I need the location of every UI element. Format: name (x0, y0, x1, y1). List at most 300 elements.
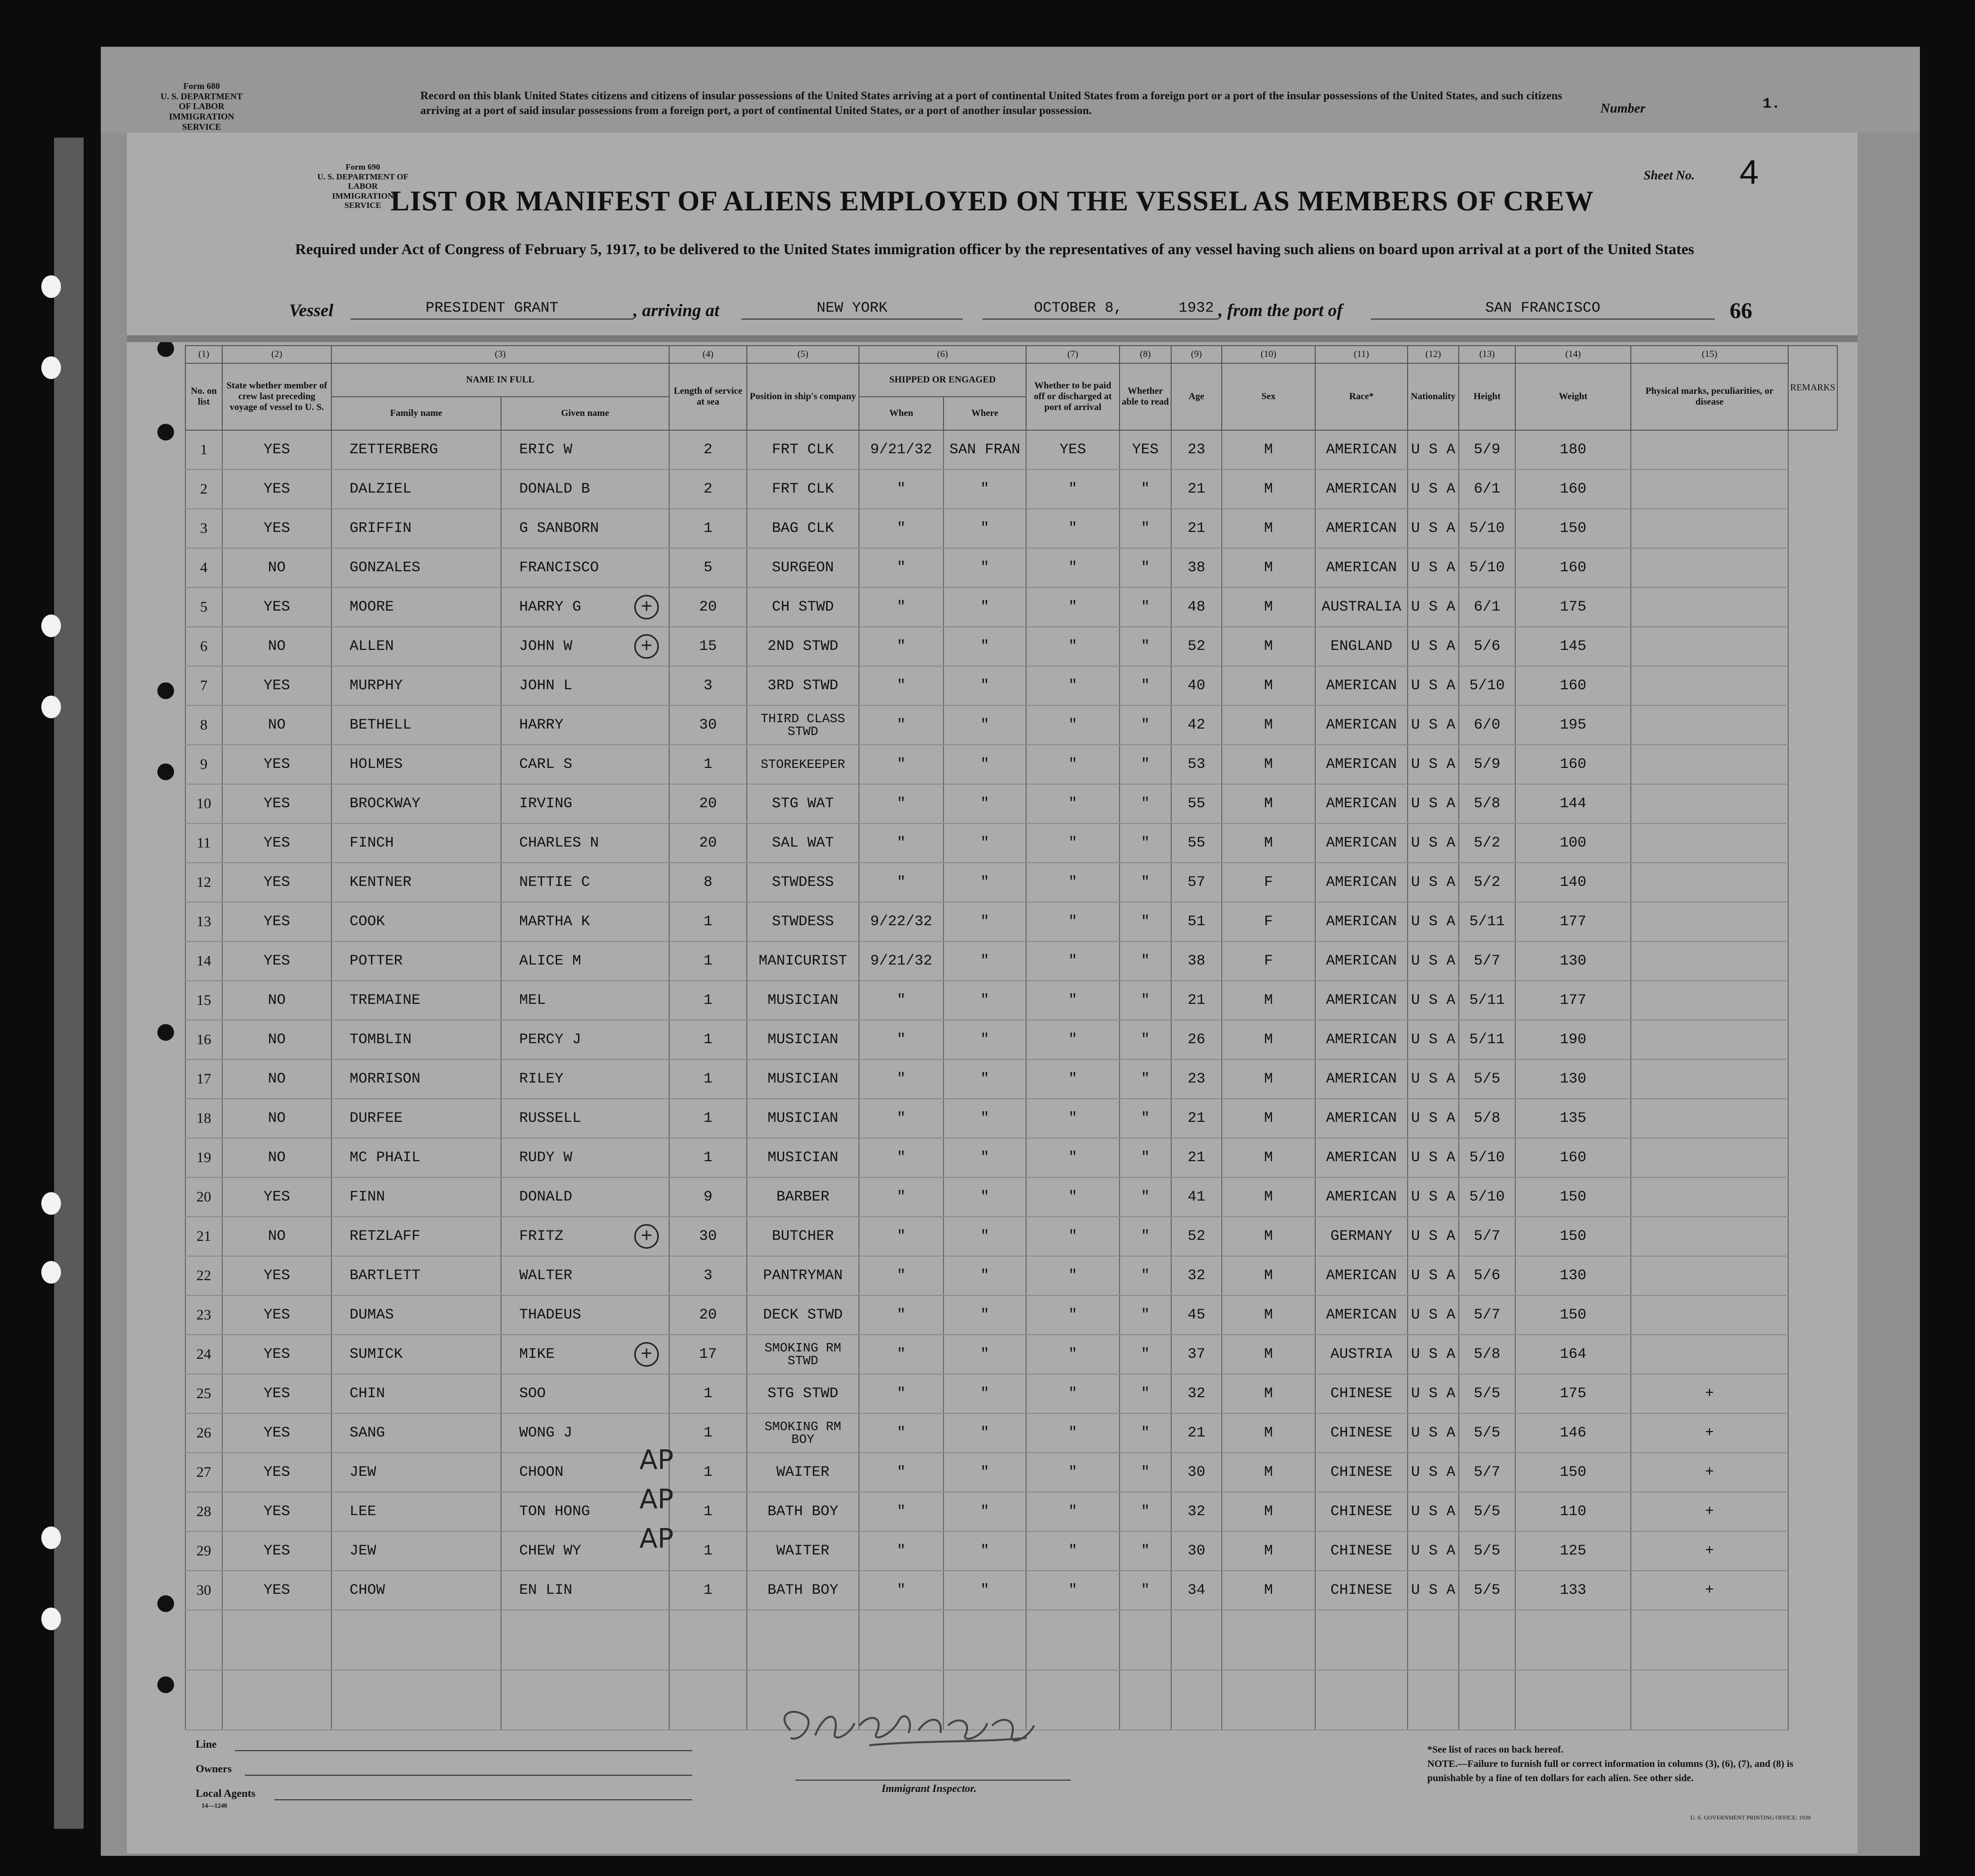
age-cell: 55 (1171, 823, 1222, 863)
position-cell: WAITER (747, 1531, 859, 1571)
family-name-cell: DALZIEL (331, 469, 501, 509)
paid-off-cell: " (1026, 823, 1120, 863)
given-name-cell: MEL (501, 981, 669, 1020)
length-of-service-cell: 1 (669, 509, 747, 548)
race-cell: AMERICAN (1315, 823, 1408, 863)
length-of-service-cell: 1 (669, 902, 747, 941)
table-row (185, 509, 1837, 548)
able-to-read-cell: " (1120, 863, 1171, 902)
shipped-where-cell: " (943, 902, 1026, 941)
row-number-cell: 3 (185, 509, 222, 548)
paid-off-cell: " (1026, 745, 1120, 784)
position-cell: SAL WAT (747, 823, 859, 863)
age-cell: 38 (1171, 548, 1222, 587)
physical-marks-cell (1631, 666, 1788, 705)
race-cell: AMERICAN (1315, 1256, 1408, 1295)
punch-mark (157, 340, 174, 357)
given-name-cell: FRITZ + (501, 1217, 669, 1256)
age-cell: 21 (1171, 1099, 1222, 1138)
sex-cell: M (1222, 1138, 1315, 1177)
physical-marks-cell: + (1631, 1492, 1788, 1531)
height-cell: 6/1 (1459, 587, 1515, 627)
physical-marks-cell (1631, 1020, 1788, 1059)
weight-cell: 135 (1515, 1099, 1631, 1138)
age-cell: 32 (1171, 1256, 1222, 1295)
weight-cell: 144 (1515, 784, 1631, 823)
table-row (185, 627, 1837, 666)
position-cell: MUSICIAN (747, 1059, 859, 1099)
nationality-cell: U S A (1408, 1020, 1459, 1059)
position-cell: SMOKING RM BOY (747, 1413, 859, 1453)
sheet-edge-shadow (54, 138, 84, 1829)
prev-voyage-cell: YES (222, 1492, 331, 1531)
family-name-cell: MC PHAIL (331, 1138, 501, 1177)
agents-form-number: 14—1240 (202, 1802, 227, 1809)
owners-field[interactable] (245, 1775, 692, 1776)
position-cell: FRT CLK (747, 469, 859, 509)
line-label: Line (196, 1738, 217, 1750)
weight-cell: 175 (1515, 1374, 1631, 1413)
sex-cell: M (1222, 509, 1315, 548)
sex-cell: M (1222, 1335, 1315, 1374)
nationality-cell: U S A (1408, 1099, 1459, 1138)
race-cell: CHINESE (1315, 1453, 1408, 1492)
family-name-cell: MORRISON (331, 1059, 501, 1099)
nationality-cell: U S A (1408, 1453, 1459, 1492)
sex-cell: M (1222, 469, 1315, 509)
weight-cell: 150 (1515, 1295, 1631, 1335)
row-number-cell: 7 (185, 666, 222, 705)
shipped-where-cell: " (943, 941, 1026, 981)
shipped-when-cell: " (859, 705, 943, 745)
able-to-read-cell: " (1120, 1335, 1171, 1374)
sex-cell: M (1222, 745, 1315, 784)
able-to-read-cell: " (1120, 823, 1171, 863)
weight-cell: 130 (1515, 1059, 1631, 1099)
table-row (185, 981, 1837, 1020)
shipped-when-cell: " (859, 1020, 943, 1059)
family-name-cell: GRIFFIN (331, 509, 501, 548)
arrival-port: NEW YORK (741, 300, 963, 320)
remarks-header: REMARKS (1788, 346, 1837, 430)
age-cell: 34 (1171, 1571, 1222, 1610)
nationality-cell: U S A (1408, 1138, 1459, 1177)
length-of-service-cell: 17 (669, 1335, 747, 1374)
given-name-cell: CARL S (501, 745, 669, 784)
able-to-read-cell: " (1120, 1295, 1171, 1335)
family-name-cell: ALLEN (331, 627, 501, 666)
sex-cell: M (1222, 1256, 1315, 1295)
able-to-read-cell: " (1120, 745, 1171, 784)
shipped-when-cell: " (859, 745, 943, 784)
height-cell: 5/7 (1459, 1217, 1515, 1256)
race-cell: AMERICAN (1315, 666, 1408, 705)
family-name-cell: TOMBLIN (331, 1020, 501, 1059)
shipped-where-cell: " (943, 1413, 1026, 1453)
column-number-row: (1) (2) (3) (4) (5) (6) (7) (8) (9) (10) (11) (12) (13) (14) (15) REMARKS (185, 346, 1837, 363)
position-cell: BATH BOY (747, 1571, 859, 1610)
shipped-where-cell: " (943, 1295, 1026, 1335)
paid-off-cell: " (1026, 1217, 1120, 1256)
given-name-cell: NETTIE C (501, 863, 669, 902)
arrival-date: OCTOBER 8, (982, 300, 1174, 320)
given-name-cell: SOO (501, 1374, 669, 1413)
binder-hole (41, 1608, 61, 1630)
when-header: When (859, 397, 943, 430)
position-cell: CH STWD (747, 587, 859, 627)
able-to-read-cell: " (1120, 509, 1171, 548)
name-header: NAME IN FULL (331, 363, 669, 397)
age-cell: 52 (1171, 1217, 1222, 1256)
table-row (185, 1335, 1837, 1374)
agents-field[interactable] (274, 1799, 692, 1800)
physical-marks-cell (1631, 627, 1788, 666)
prev-voyage-cell: YES (222, 1531, 331, 1571)
row-number-cell: 16 (185, 1020, 222, 1059)
punch-mark (157, 1676, 174, 1693)
sheet-no-value: 4 (1739, 153, 1759, 191)
length-of-service-cell: 1 (669, 1059, 747, 1099)
family-name-cell: LEE (331, 1492, 501, 1531)
row-number-cell: 28 (185, 1492, 222, 1531)
family-name-cell: MURPHY (331, 666, 501, 705)
given-name-cell: CHOON AP (501, 1453, 669, 1492)
paid-off-cell: " (1026, 469, 1120, 509)
physical-marks-cell: + (1631, 1413, 1788, 1453)
table-row (185, 1217, 1837, 1256)
given-name-cell: RUSSELL (501, 1099, 669, 1138)
shipped-where-cell: " (943, 1492, 1026, 1531)
sex-cell: M (1222, 587, 1315, 627)
height-cell: 5/10 (1459, 548, 1515, 587)
nationality-cell: U S A (1408, 1374, 1459, 1413)
table-row (185, 1571, 1837, 1610)
binder-hole (41, 356, 61, 379)
prev-voyage-cell: YES (222, 1413, 331, 1453)
shipped-when-cell: " (859, 1217, 943, 1256)
shipped-where-cell: " (943, 863, 1026, 902)
race-cell: AMERICAN (1315, 1099, 1408, 1138)
nationality-cell: U S A (1408, 1571, 1459, 1610)
inspector-signature (771, 1696, 1046, 1755)
shipped-where-cell: " (943, 705, 1026, 745)
position-cell: STG STWD (747, 1374, 859, 1413)
prev-voyage-cell: YES (222, 1177, 331, 1217)
shipped-when-cell: 9/22/32 (859, 902, 943, 941)
age-cell: 26 (1171, 1020, 1222, 1059)
weight-cell: 160 (1515, 745, 1631, 784)
weight-cell: 133 (1515, 1571, 1631, 1610)
height-cell: 5/2 (1459, 863, 1515, 902)
race-cell: AMERICAN (1315, 430, 1408, 469)
given-name-cell: DONALD (501, 1177, 669, 1217)
sex-cell: M (1222, 1571, 1315, 1610)
sex-cell: M (1222, 627, 1315, 666)
row-number-cell: 17 (185, 1059, 222, 1099)
row-number-cell: 5 (185, 587, 222, 627)
sex-cell: M (1222, 823, 1315, 863)
shipped-where-cell: " (943, 1571, 1026, 1610)
sex-cell: M (1222, 1099, 1315, 1138)
shipped-when-cell: " (859, 1138, 943, 1177)
row-number-cell: 9 (185, 745, 222, 784)
weight-cell: 100 (1515, 823, 1631, 863)
row-number-cell: 25 (185, 1374, 222, 1413)
paid-off-cell: " (1026, 1256, 1120, 1295)
punch-mark (157, 424, 174, 440)
sex-cell: M (1222, 784, 1315, 823)
prev-voyage-cell: NO (222, 548, 331, 587)
race-cell: AUSTRALIA (1315, 587, 1408, 627)
row-number-cell: 8 (185, 705, 222, 745)
paid-off-cell: " (1026, 587, 1120, 627)
shipped-where-cell: " (943, 1020, 1026, 1059)
length-of-service-cell: 20 (669, 823, 747, 863)
position-header: Position in ship's company (747, 363, 859, 430)
race-cell: AMERICAN (1315, 548, 1408, 587)
prev-voyage-cell: NO (222, 705, 331, 745)
table-row (185, 784, 1837, 823)
weight-cell: 160 (1515, 666, 1631, 705)
physical-marks-cell (1631, 1335, 1788, 1374)
weight-cell: 125 (1515, 1531, 1631, 1571)
able-to-read-cell: " (1120, 469, 1171, 509)
sex-cell: M (1222, 1531, 1315, 1571)
physical-marks-cell (1631, 1295, 1788, 1335)
height-cell: 5/6 (1459, 627, 1515, 666)
sex-cell: M (1222, 666, 1315, 705)
family-name-cell: BETHELL (331, 705, 501, 745)
paid-off-header: Whether to be paid off or discharged at port of arrival (1026, 363, 1120, 430)
table-row (185, 1177, 1837, 1217)
shipped-where-cell: " (943, 548, 1026, 587)
age-cell: 32 (1171, 1492, 1222, 1531)
ap-annotation: AP (639, 1523, 674, 1554)
row-number-cell: 27 (185, 1453, 222, 1492)
shipped-where-cell: " (943, 981, 1026, 1020)
shipped-where-cell: " (943, 745, 1026, 784)
length-of-service-cell: 1 (669, 1531, 747, 1571)
sex-cell: F (1222, 863, 1315, 902)
given-name-cell: ALICE M (501, 941, 669, 981)
prev-voyage-cell: NO (222, 1217, 331, 1256)
age-cell: 52 (1171, 627, 1222, 666)
sheet-no-label: Sheet No. (1644, 168, 1695, 182)
family-name-cell: SANG (331, 1413, 501, 1453)
age-cell: 45 (1171, 1295, 1222, 1335)
shipped-when-cell: " (859, 1059, 943, 1099)
paid-off-cell: " (1026, 548, 1120, 587)
family-name-cell: BROCKWAY (331, 784, 501, 823)
race-cell: CHINESE (1315, 1531, 1408, 1571)
physical-marks-cell (1631, 981, 1788, 1020)
table-row (185, 1492, 1837, 1531)
race-cell: CHINESE (1315, 1374, 1408, 1413)
circled-cross-mark: + (634, 595, 659, 619)
prev-voyage-cell: NO (222, 1059, 331, 1099)
weight-cell: 110 (1515, 1492, 1631, 1531)
length-of-service-cell: 2 (669, 430, 747, 469)
family-name-cell: HOLMES (331, 745, 501, 784)
sex-cell: M (1222, 1453, 1315, 1492)
weight-cell: 160 (1515, 1138, 1631, 1177)
position-cell: 3RD STWD (747, 666, 859, 705)
given-name-cell: THADEUS (501, 1295, 669, 1335)
table-row (185, 1099, 1837, 1138)
position-cell: STWDESS (747, 902, 859, 941)
shipped-where-cell: " (943, 823, 1026, 863)
back-sheet-text: Record on this blank United States citizens and citizens of insular possessions of the United States arriving at a port of continental United States from a foreign port or a port of the insular possessions of the United States, and such citizens arriving at a port of said insular possessions from a foreign port, a port of continental United States, or a port of another insular possession. (420, 89, 1562, 117)
given-name-cell: DONALD B (501, 469, 669, 509)
nationality-cell: U S A (1408, 469, 1459, 509)
physical-marks-cell (1631, 902, 1788, 941)
position-cell: BUTCHER (747, 1217, 859, 1256)
race-cell: CHINESE (1315, 1571, 1408, 1610)
table-row (185, 1413, 1837, 1453)
footer-note: *See list of races on back hereof. NOTE.—Failure to furnish full or correct information in columns (3), (6), (7), and (8) is punishable by a fine of ten dollars for each alien. See other side. (1427, 1744, 1794, 1784)
row-number-cell: 13 (185, 902, 222, 941)
height-cell: 5/5 (1459, 1413, 1515, 1453)
shipped-when-cell: " (859, 509, 943, 548)
weight-cell: 164 (1515, 1335, 1631, 1374)
weight-cell: 160 (1515, 469, 1631, 509)
punch-mark (157, 1595, 174, 1612)
nationality-cell: U S A (1408, 1059, 1459, 1099)
age-cell: 37 (1171, 1335, 1222, 1374)
nationality-cell: U S A (1408, 1295, 1459, 1335)
shipped-when-cell: " (859, 1374, 943, 1413)
nationality-cell: U S A (1408, 705, 1459, 745)
shipped-where-cell: " (943, 666, 1026, 705)
height-cell: 5/11 (1459, 902, 1515, 941)
row-number-cell: 19 (185, 1138, 222, 1177)
service-header: Length of service at sea (669, 363, 747, 430)
line-field[interactable] (235, 1750, 692, 1751)
paid-off-cell: " (1026, 902, 1120, 941)
page-number: 66 (1730, 298, 1752, 323)
nationality-header: Nationality (1408, 363, 1459, 430)
race-header: Race* (1315, 363, 1408, 430)
weight-cell: 177 (1515, 981, 1631, 1020)
crew-manifest-table (185, 345, 1838, 1730)
owners-label: Owners (196, 1762, 232, 1775)
nationality-cell: U S A (1408, 587, 1459, 627)
family-name-cell: FINN (331, 1177, 501, 1217)
height-cell: 5/5 (1459, 1374, 1515, 1413)
no-header: No. on list (185, 363, 222, 430)
position-cell: THIRD CLASS STWD (747, 705, 859, 745)
shipped-when-cell: " (859, 1571, 943, 1610)
row-number-cell: 21 (185, 1217, 222, 1256)
binder-hole (41, 615, 61, 637)
race-cell: AMERICAN (1315, 981, 1408, 1020)
age-header: Age (1171, 363, 1222, 430)
paid-off-cell: " (1026, 1571, 1120, 1610)
inspector-field[interactable] (796, 1780, 1071, 1781)
length-of-service-cell: 1 (669, 1020, 747, 1059)
race-cell: AMERICAN (1315, 1020, 1408, 1059)
table-row (185, 1374, 1837, 1413)
position-cell: MANICURIST (747, 941, 859, 981)
race-cell: AUSTRIA (1315, 1335, 1408, 1374)
shipped-where-cell: " (943, 1374, 1026, 1413)
weight-cell: 175 (1515, 587, 1631, 627)
nationality-cell: U S A (1408, 666, 1459, 705)
prev-voyage-cell: NO (222, 981, 331, 1020)
able-to-read-cell: " (1120, 666, 1171, 705)
physical-marks-cell (1631, 705, 1788, 745)
shipped-when-cell: " (859, 627, 943, 666)
nationality-cell: U S A (1408, 823, 1459, 863)
from-port: SAN FRANCISCO (1371, 300, 1715, 320)
shipped-where-cell: " (943, 587, 1026, 627)
prev-voyage-cell: YES (222, 745, 331, 784)
prev-voyage-cell: YES (222, 587, 331, 627)
arrival-year: 1932 (1174, 300, 1218, 320)
position-cell: MUSICIAN (747, 1138, 859, 1177)
shipped-when-cell: " (859, 1413, 943, 1453)
age-cell: 53 (1171, 745, 1222, 784)
prev-voyage-cell: YES (222, 823, 331, 863)
age-cell: 30 (1171, 1531, 1222, 1571)
prev-voyage-header: State whether member of crew last preceding voyage of vessel to U. S. (222, 363, 331, 430)
family-name-header: Family name (331, 397, 501, 430)
family-name-cell: CHOW (331, 1571, 501, 1610)
table-row (185, 469, 1837, 509)
paid-off-cell: " (1026, 1295, 1120, 1335)
given-name-cell: RILEY (501, 1059, 669, 1099)
paid-off-cell: " (1026, 509, 1120, 548)
page-title: LIST OR MANIFEST OF ALIENS EMPLOYED ON THE VESSEL AS MEMBERS OF CREW (390, 185, 1594, 217)
prev-voyage-cell: NO (222, 1020, 331, 1059)
position-cell: MUSICIAN (747, 981, 859, 1020)
given-name-cell: JOHN W + (501, 627, 669, 666)
length-of-service-cell: 3 (669, 666, 747, 705)
back-form-id: Form 680 U. S. DEPARTMENT OF LABOR IMMIGRATION SERVICE (160, 81, 243, 132)
agents-label: Local Agents (196, 1787, 256, 1799)
row-number-cell: 22 (185, 1256, 222, 1295)
family-name-cell: FINCH (331, 823, 501, 863)
prev-voyage-cell: YES (222, 509, 331, 548)
row-number-cell: 14 (185, 941, 222, 981)
paid-off-cell: " (1026, 1531, 1120, 1571)
length-of-service-cell: 3 (669, 1256, 747, 1295)
nationality-cell: U S A (1408, 981, 1459, 1020)
race-cell: AMERICAN (1315, 784, 1408, 823)
header-row (185, 363, 1837, 397)
able-to-read-cell: " (1120, 1453, 1171, 1492)
position-cell: FRT CLK (747, 430, 859, 469)
sex-cell: F (1222, 941, 1315, 981)
given-name-cell: RUDY W (501, 1138, 669, 1177)
given-name-cell: CHEW WY AP (501, 1531, 669, 1571)
punch-mark (157, 682, 174, 699)
length-of-service-cell: 1 (669, 1138, 747, 1177)
position-cell: STWDESS (747, 863, 859, 902)
physical-marks-cell (1631, 784, 1788, 823)
prev-voyage-cell: YES (222, 430, 331, 469)
nationality-cell: U S A (1408, 745, 1459, 784)
table-row (185, 1531, 1837, 1571)
height-cell: 5/9 (1459, 745, 1515, 784)
weight-header: Weight (1515, 363, 1631, 430)
physical-marks-cell (1631, 863, 1788, 902)
able-to-read-cell: " (1120, 1177, 1171, 1217)
age-cell: 23 (1171, 1059, 1222, 1099)
family-name-cell: DURFEE (331, 1099, 501, 1138)
shipped-when-cell: " (859, 1295, 943, 1335)
paid-off-cell: " (1026, 981, 1120, 1020)
